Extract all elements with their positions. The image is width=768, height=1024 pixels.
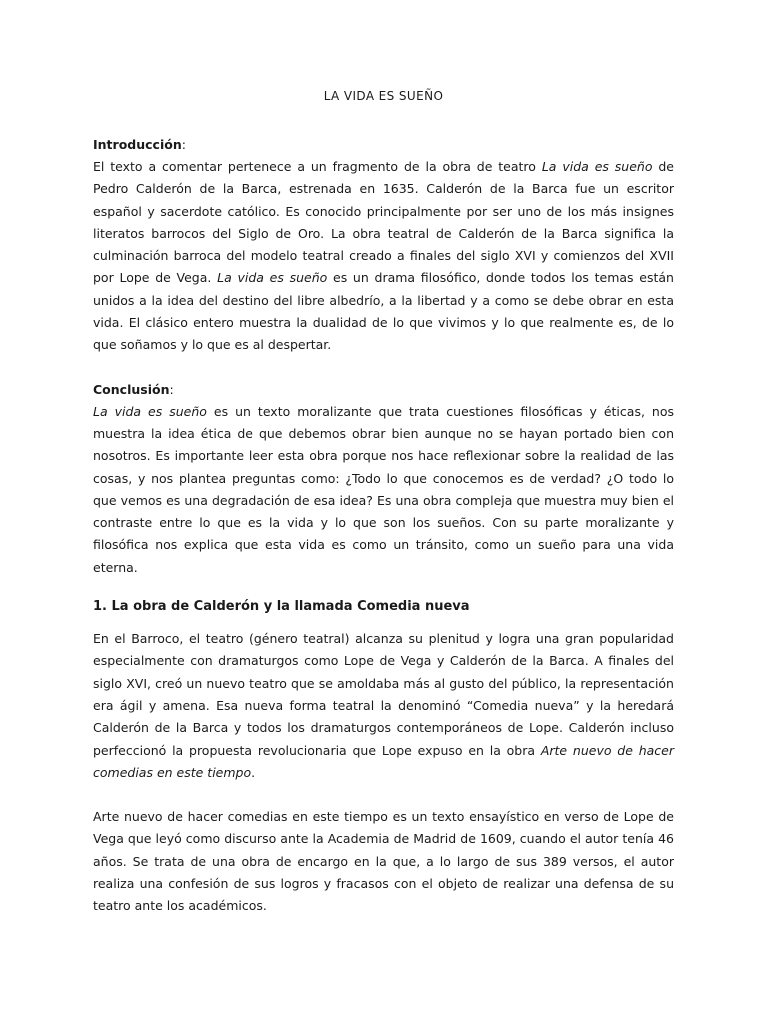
section-1-text-end: .	[251, 764, 256, 780]
introduccion-heading-colon: :	[181, 137, 186, 152]
intro-text-part-1: El texto a comentar pertenece a un fragmento de la obra de teatro	[93, 159, 542, 174]
spacer	[93, 784, 674, 806]
spacer	[93, 357, 674, 379]
section-1-title-reference: Arte nuevo de hacer comedias en este tiempo	[93, 742, 674, 780]
conclusion-title-reference: La vida es sueño	[93, 403, 207, 419]
section-1-text: En el Barroco, el teatro (género teatral) alcanza su plenitud y logra una gran popularidad especialmente con dramaturgos como Lope de Vega y Calderón de la Barca. A finales del siglo XVI, creó un nuevo teatro que se amoldaba más al gusto del público, la representación era ágil y amena. Esa nueva forma teatral la denominó “Comedia nueva” y la heredará Calderón de la Barca y todos los dramaturgos contemporáneos de Lope. Calderón incluso perfeccionó la propuesta revolucionaria que Lope expuso en la obra	[93, 631, 674, 758]
intro-title-reference-1: La vida es sueño	[541, 159, 653, 174]
section-1-heading: 1. La obra de Calderón y la llamada Comedia nueva	[93, 599, 470, 615]
spacer	[93, 579, 674, 596]
document-title: LA VIDA ES SUEÑO	[323, 89, 444, 103]
conclusion-heading-text: Conclusión	[93, 381, 170, 397]
conclusion-heading	[93, 379, 674, 401]
introduccion-heading	[93, 134, 674, 156]
intro-text-part-2: de Pedro Calderón de la Barca, estrenada en 1635. Calderón de la Barca fue un escritor español y sacerdote católico. Es conocido principalmente por ser uno de los más insignes literatos barrocos del Siglo de Oro. La obra teatral de Calderón de la Barca significa la culminación barroca del modelo teatral creado a finales del siglo XVI y comienzos del XVII por Lope de Vega.	[93, 159, 674, 286]
intro-text-part-3: es un drama filosófico, donde todos los temas están unidos a la idea del destino del libre albedrío, a la libertad y a como se debe obrar en esta vida. El clásico entero muestra la dualidad de lo que vivimos y lo que realmente es, de lo que soñamos y lo que es al despertar.	[93, 270, 674, 353]
document-page	[93, 86, 674, 918]
section-1-paragraph-1	[93, 628, 674, 784]
conclusion-heading-colon: :	[169, 381, 174, 397]
spacer	[93, 618, 674, 628]
intro-title-reference-2: La vida es sueño	[217, 270, 328, 286]
introduccion-heading-text: Introducción	[93, 137, 182, 152]
section-1-paragraph-2: Arte nuevo de hacer comedias en este tiempo es un texto ensayístico en verso de Lope de Vega que leyó como discurso ante la Academia de Madrid de 1609, cuando el autor tenía 46 años. Se trata de una obra de encargo en la que, a lo largo de sus 389 versos, el autor realiza una confesión de sus logros y fracasos con el objeto de realizar una defensa de su teatro ante los académicos.	[93, 809, 674, 914]
conclusion-text: es un texto moralizante que trata cuestiones filosóficas y éticas, nos muestra la idea ética de que debemos obrar bien aunque no se hayan portado bien con nosotros. Es importante leer esta obra porque nos hace reflexionar sobre la realidad de las cosas, y nos plantea preguntas como: ¿Todo lo que conocemos es de verdad? ¿O todo lo que vemos es una degradación de esa idea? Es una obra compleja que muestra muy bien el contraste entre lo que es la vida y lo que son los sueños. Con su parte moralizante y filosófica nos explica que esta vida es como un tránsito, como un sueño para una vida eterna.	[93, 403, 674, 575]
conclusion-paragraph	[93, 401, 674, 579]
introduccion-paragraph	[93, 156, 674, 357]
